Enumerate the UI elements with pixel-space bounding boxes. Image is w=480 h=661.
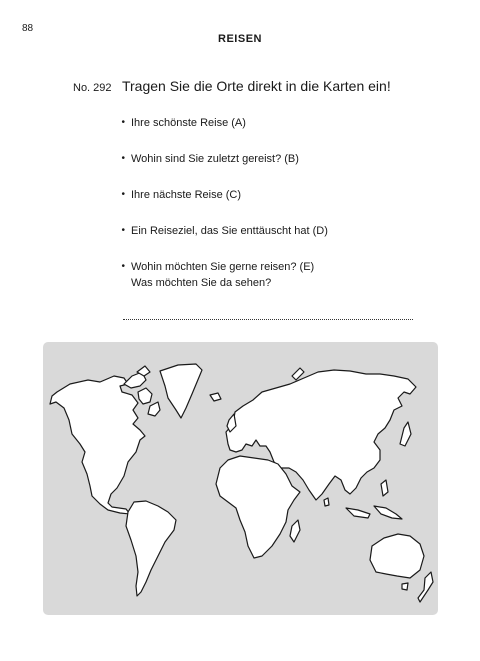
question-text: Ihre nächste Reise (C) — [131, 189, 242, 201]
exercise-instruction: Tragen Sie die Orte direkt in die Karten ein! — [121, 78, 391, 94]
indonesia-shape[interactable] — [346, 508, 370, 518]
south-america-shape[interactable] — [126, 501, 176, 596]
bullet-icon: • — [121, 153, 126, 164]
bullet-icon: • — [121, 225, 126, 236]
question-item — [122, 187, 328, 223]
question-text: Ihre schönste Reise (A) — [131, 117, 246, 129]
question-list — [122, 115, 328, 295]
question-item — [122, 151, 328, 187]
question-text: Wohin möchten Sie gerne reisen? (E) — [131, 261, 315, 273]
indonesia-shape[interactable] — [374, 506, 402, 519]
bullet-icon: • — [121, 117, 126, 128]
question-item — [122, 115, 328, 151]
greenland-shape[interactable] — [160, 364, 202, 418]
philippines-shape[interactable] — [381, 480, 388, 496]
bullet-icon: • — [121, 189, 126, 200]
question-text: Ein Reiseziel, das Sie enttäuscht hat (D) — [131, 225, 328, 237]
arctic-island-shape[interactable] — [148, 402, 160, 416]
question-item — [122, 259, 328, 295]
tasmania-shape[interactable] — [402, 583, 408, 590]
question-subtext: Was möchten Sie da sehen? — [131, 277, 272, 289]
world-map-panel[interactable] — [43, 342, 438, 615]
iceland-shape[interactable] — [210, 393, 221, 401]
page-number: 88 — [22, 23, 34, 34]
madagascar-shape[interactable] — [290, 520, 300, 542]
sri-lanka-shape[interactable] — [324, 498, 329, 506]
arctic-island-shape[interactable] — [138, 388, 152, 404]
answer-line[interactable] — [123, 318, 413, 320]
bullet-icon: • — [121, 261, 126, 272]
australia-shape[interactable] — [370, 534, 424, 578]
section-title: REISEN — [218, 33, 262, 45]
north-america-shape[interactable] — [50, 376, 145, 514]
new-zealand-shape[interactable] — [418, 572, 433, 602]
question-item — [122, 223, 328, 259]
exercise-heading — [73, 78, 391, 96]
africa-shape[interactable] — [216, 456, 300, 558]
question-text: Wohin sind Sie zuletzt gereist? (B) — [131, 153, 299, 165]
exercise-number: No. 292 — [73, 82, 112, 94]
world-map[interactable] — [43, 342, 438, 615]
japan-shape[interactable] — [400, 422, 411, 446]
